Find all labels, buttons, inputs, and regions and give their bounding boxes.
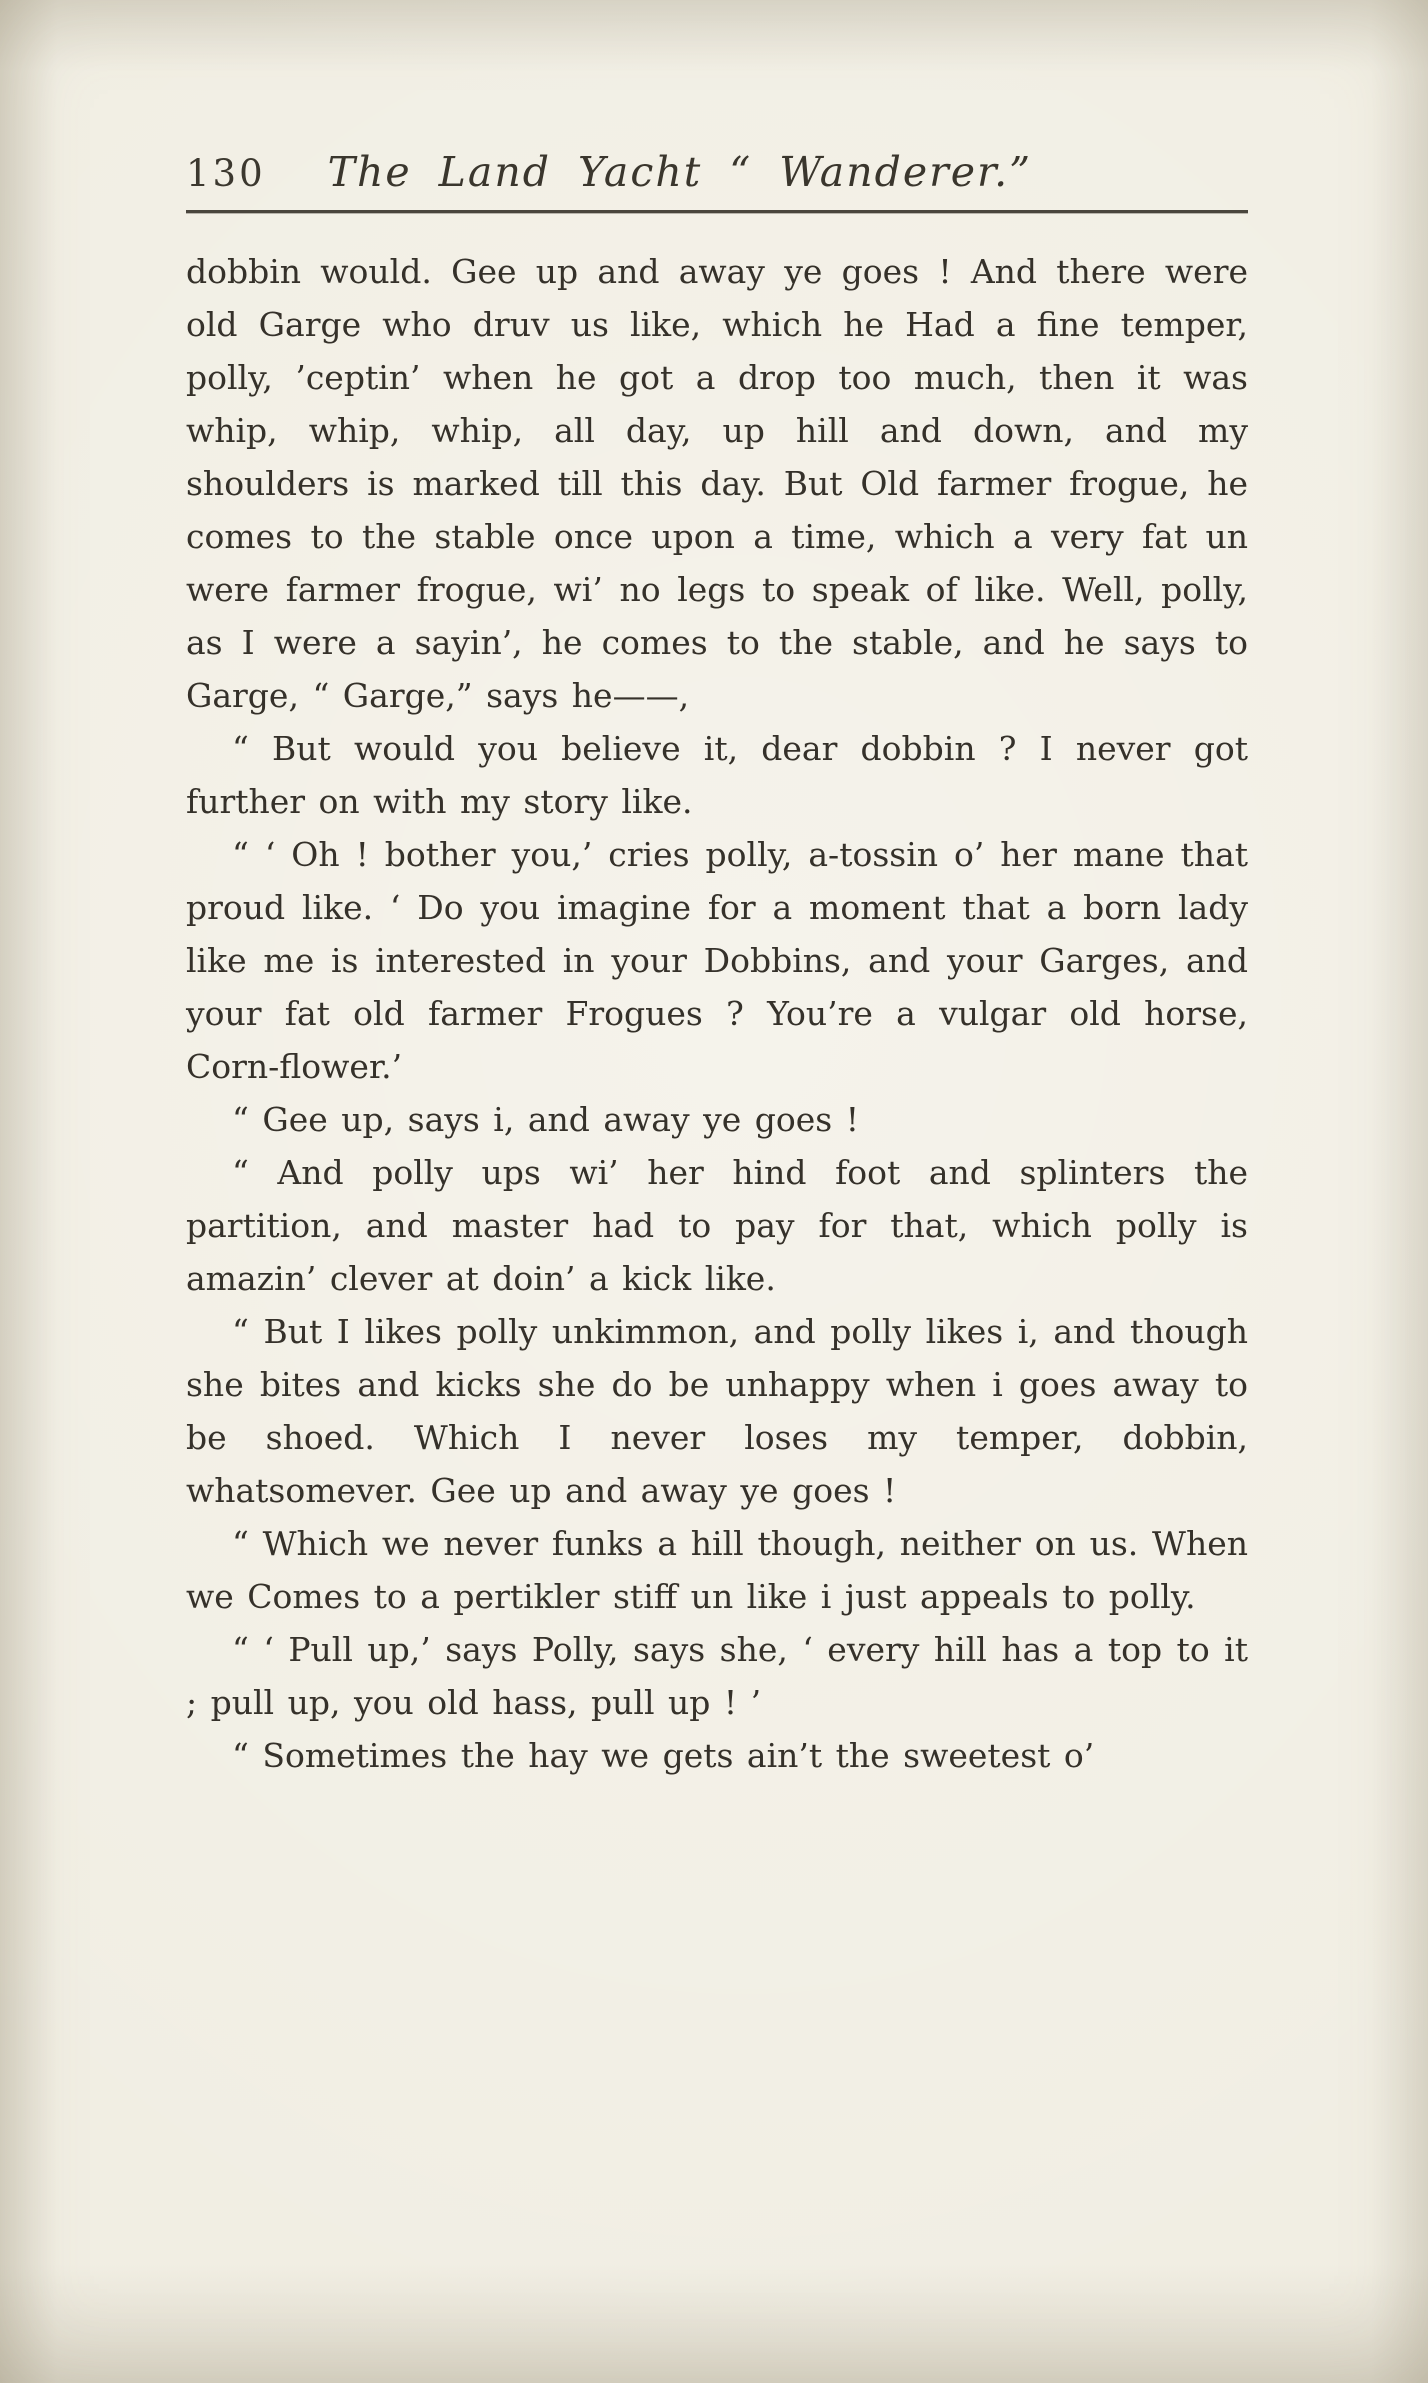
paragraph: “ And polly ups wi’ her hind foot and splinters the partition, and master had to pay for that, which polly is amazin’ clever at doin’ a kick like. xyxy=(186,1153,1248,1298)
running-header xyxy=(186,148,1248,196)
page-body xyxy=(186,245,1248,1782)
paragraph: dobbin would. Gee up and away ye goes ! And there were old Garge who druv us like, which he Had a fine temper, polly, ’ceptin’ when he got a drop too much, then it was whip, whip, whip, all day, up hill and down, and my shoulders is marked till this day. But Old farmer frogue, he comes to the stable once upon a time, which a very fat un were farmer frogue, wi’ no legs to speak of like. Well, polly, as I were a sayin’, he comes to the stable, and he says to Garge, “ Garge,” says he——, xyxy=(186,252,1248,715)
paragraph: “ But I likes polly unkimmon, and polly likes i, and though she bites and kicks she do be unhappy when i goes away to be shoed. Which I never loses my temper, dobbin, whatsomever. Gee up and away ye goes ! xyxy=(186,1312,1248,1510)
paragraph: “ ‘ Oh ! bother you,’ cries polly, a-tossin o’ her mane that proud like. ‘ Do you imagine for a moment that a born lady like me is interested in your Dobbins, and your Garges, and your fat old farmer Frogues ? You’re a vulgar old horse, Corn-flower.’ xyxy=(186,835,1248,1086)
paragraph: “ Sometimes the hay we gets ain’t the sweetest o’ xyxy=(232,1736,1095,1775)
paragraph: “ ‘ Pull up,’ says Polly, says she, ‘ every hill has a top to it ; pull up, you old hass, pull up ! ’ xyxy=(186,1630,1248,1722)
paragraph: “ But would you believe it, dear dobbin ? I never got further on with my story like. xyxy=(186,729,1248,821)
page-content xyxy=(186,148,1248,1782)
paragraph: “ Which we never funks a hill though, neither on us. When we Comes to a pertikler stiff un like i just appeals to polly. xyxy=(186,1524,1248,1616)
running-title: The Land Yacht “ Wanderer.” xyxy=(327,148,1033,196)
header-rule xyxy=(186,210,1248,213)
paragraph: “ Gee up, says i, and away ye goes ! xyxy=(232,1100,859,1139)
page-number: 130 xyxy=(186,152,266,195)
